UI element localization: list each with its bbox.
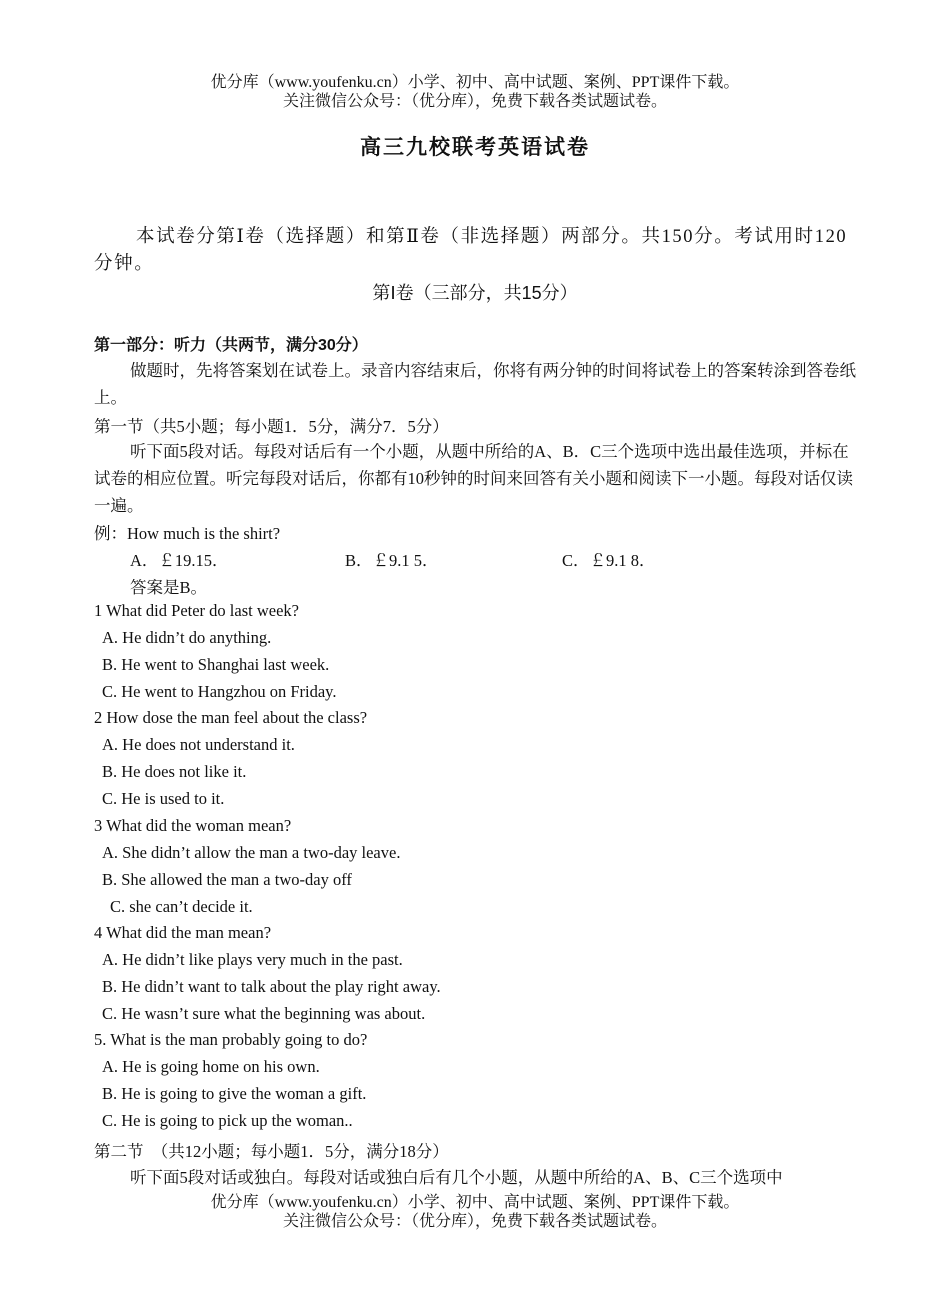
question-3-option-c: C. she can’t decide it. [110, 897, 253, 916]
example-option-b: B．￡9.1 5． [345, 551, 439, 570]
question-3-option-a: A. She didn’t allow the man a two-day leave. [102, 843, 401, 862]
section1-title: 第一节（共5小题；每小题1．5分，满分7．5分） [94, 417, 449, 436]
question-2: 2 How dose the man feel about the class? [94, 708, 368, 727]
question-1-option-b: B. He went to Shanghai last week. [102, 655, 330, 674]
question-1-option-a: A. He didn’t do anything. [102, 628, 272, 647]
volume-title: 第Ⅰ卷（三部分，共15分） [372, 283, 578, 303]
question-3-option-b: B. She allowed the man a two-day off [102, 870, 352, 889]
question-3: 3 What did the woman mean? [94, 816, 292, 835]
question-2-option-b: B. He does not like it. [102, 762, 247, 781]
question-2-option-c: C. He is used to it. [102, 789, 225, 808]
section1-instruction: 听下面5段对话。每段对话后有一个小题，从题中所给的A、B．C三个选项中选出最佳选项，并标在试卷的相应位置。听完每段对话后，你都有10秒钟的时间来回答有关小题和阅读下一小题。每段对话仅读一遍。 [94, 442, 853, 515]
question-5: 5. What is the man probably going to do? [94, 1030, 368, 1049]
header-line-1: 优分库（www.youfenku.cn）小学、初中、高中试题、案例、PPT课件下载。 [210, 74, 740, 91]
question-1-option-c: C. He went to Hangzhou on Friday. [102, 682, 337, 701]
question-2-option-a: A. He does not understand it. [102, 735, 295, 754]
example-answer: 答案是B。 [130, 578, 208, 597]
part1-instruction: 做题时，先将答案划在试卷上。录音内容结束后，你将有两分钟的时间将试卷上的答案转涂到答卷纸上。 [94, 361, 856, 407]
question-5-option-a: A. He is going home on his own. [102, 1057, 320, 1076]
example-option-c: C．￡9.1 8． [562, 551, 656, 570]
question-4: 4 What did the man mean? [94, 923, 272, 942]
question-5-option-b: B. He is going to give the woman a gift. [102, 1084, 367, 1103]
section2-title: 第二节 （共12小题；每小题1．5分，满分18分） [94, 1142, 449, 1161]
section2-instruction: 听下面5段对话或独白。每段对话或独白后有几个小题，从题中所给的A、B、C三个选项中 [130, 1168, 783, 1187]
question-1: 1 What did Peter do last week? [94, 601, 299, 620]
example-question: 例：How much is the shirt? [94, 524, 281, 543]
part1-title: 第一部分：听力（共两节，满分30分） [94, 337, 368, 354]
header-line-2: 关注微信公众号：（优分库），免费下载各类试题试卷。 [282, 93, 667, 110]
example-option-a: A．￡19.15． [130, 551, 229, 570]
question-4-option-a: A. He didn’t like plays very much in the past. [102, 950, 403, 969]
footer-line-1: 优分库（www.youfenku.cn）小学、初中、高中试题、案例、PPT课件下载。 [210, 1194, 740, 1211]
question-5-option-c: C. He is going to pick up the woman.. [102, 1111, 353, 1130]
footer-line-2: 关注微信公众号：（优分库），免费下载各类试题试卷。 [282, 1213, 667, 1230]
exam-intro: 本试卷分第Ⅰ卷（选择题）和第Ⅱ卷（非选择题）两部分。共150分。考试用时120分钟。 [94, 227, 848, 274]
exam-title: 高三九校联考英语试卷 [360, 135, 590, 159]
question-4-option-b: B. He didn’t want to talk about the play right away. [102, 977, 441, 996]
question-4-option-c: C. He wasn’t sure what the beginning was about. [102, 1004, 426, 1023]
